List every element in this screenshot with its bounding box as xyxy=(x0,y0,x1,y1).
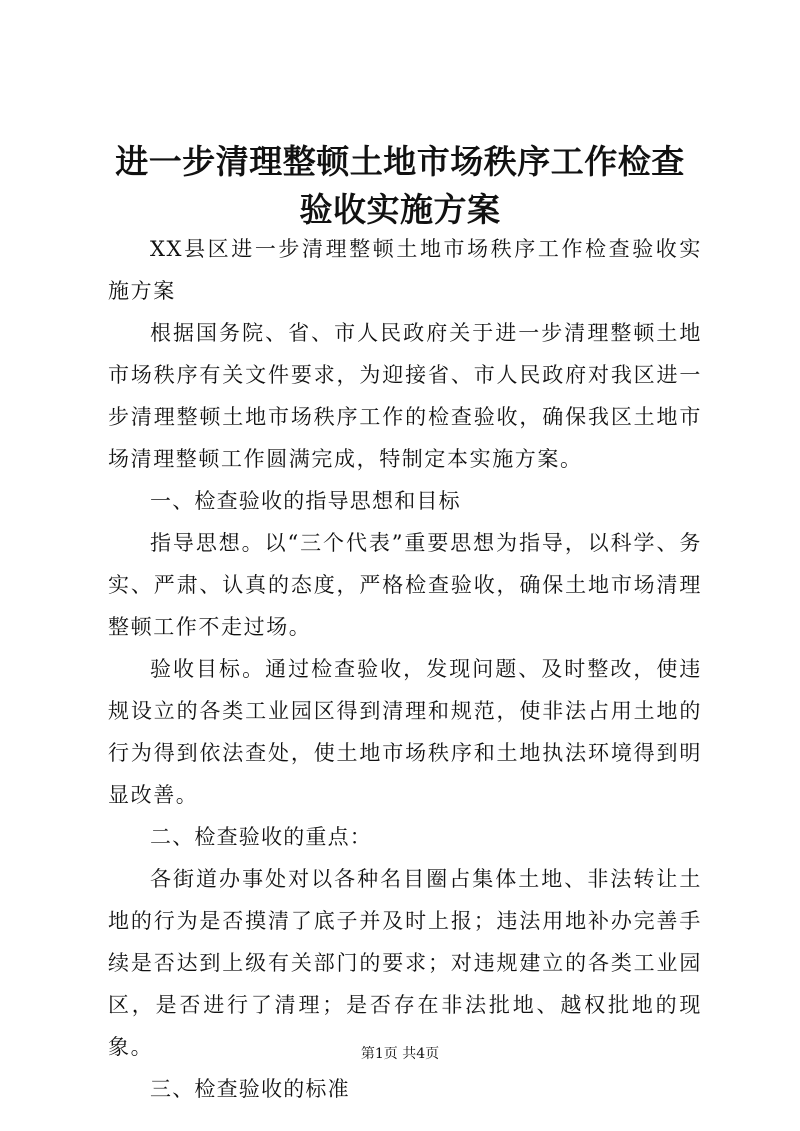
guiding-thought-paragraph: 指导思想。以“三个代表”重要思想为指导，以科学、务实、严肃、认真的态度，严格检查验收，确保土地市场清理整顿工作不走过场。 xyxy=(108,531,702,639)
section-heading-3: 三、检查验收的标准 xyxy=(150,1077,350,1101)
section-heading-2: 二、检查验收的重点： xyxy=(150,825,372,849)
intro-paragraph: 根据国务院、省、市人民政府关于进一步清理整顿土地市场秩序有关文件要求，为迎接省、市人民政府对我区进一步清理整顿土地市场秩序工作的检查验收，确保我区土地市场清理整顿工作圆满完成，特制定本实施方案。 xyxy=(108,321,702,471)
acceptance-goal-paragraph: 验收目标。通过检查验收，发现问题、及时整改，使违规设立的各类工业园区得到清理和规范，使非法占用土地的行为得到依法查处，使土地市场秩序和土地执法环境得到明显改善。 xyxy=(108,657,702,807)
key-points-paragraph: 各街道办事处对以各种名目圈占集体土地、非法转让土地的行为是否摸清了底子并及时上报；违法用地补办完善手续是否达到上级有关部门的要求；对违规建立的各类工业园区，是否进行了清理；是否存在非法批地、越权批地的现象。 xyxy=(108,867,702,1059)
subtitle-paragraph: XX县区进一步清理整顿土地市场秩序工作检查验收实施方案 xyxy=(108,237,702,303)
section-heading-1: 一、检查验收的指导思想和目标 xyxy=(150,489,461,513)
page-number-footer: 第1页 共4页 xyxy=(360,1046,440,1062)
document-title: 进一步清理整顿土地市场秩序工作检查验收实施方案 xyxy=(115,142,685,229)
document-body xyxy=(108,228,702,1110)
